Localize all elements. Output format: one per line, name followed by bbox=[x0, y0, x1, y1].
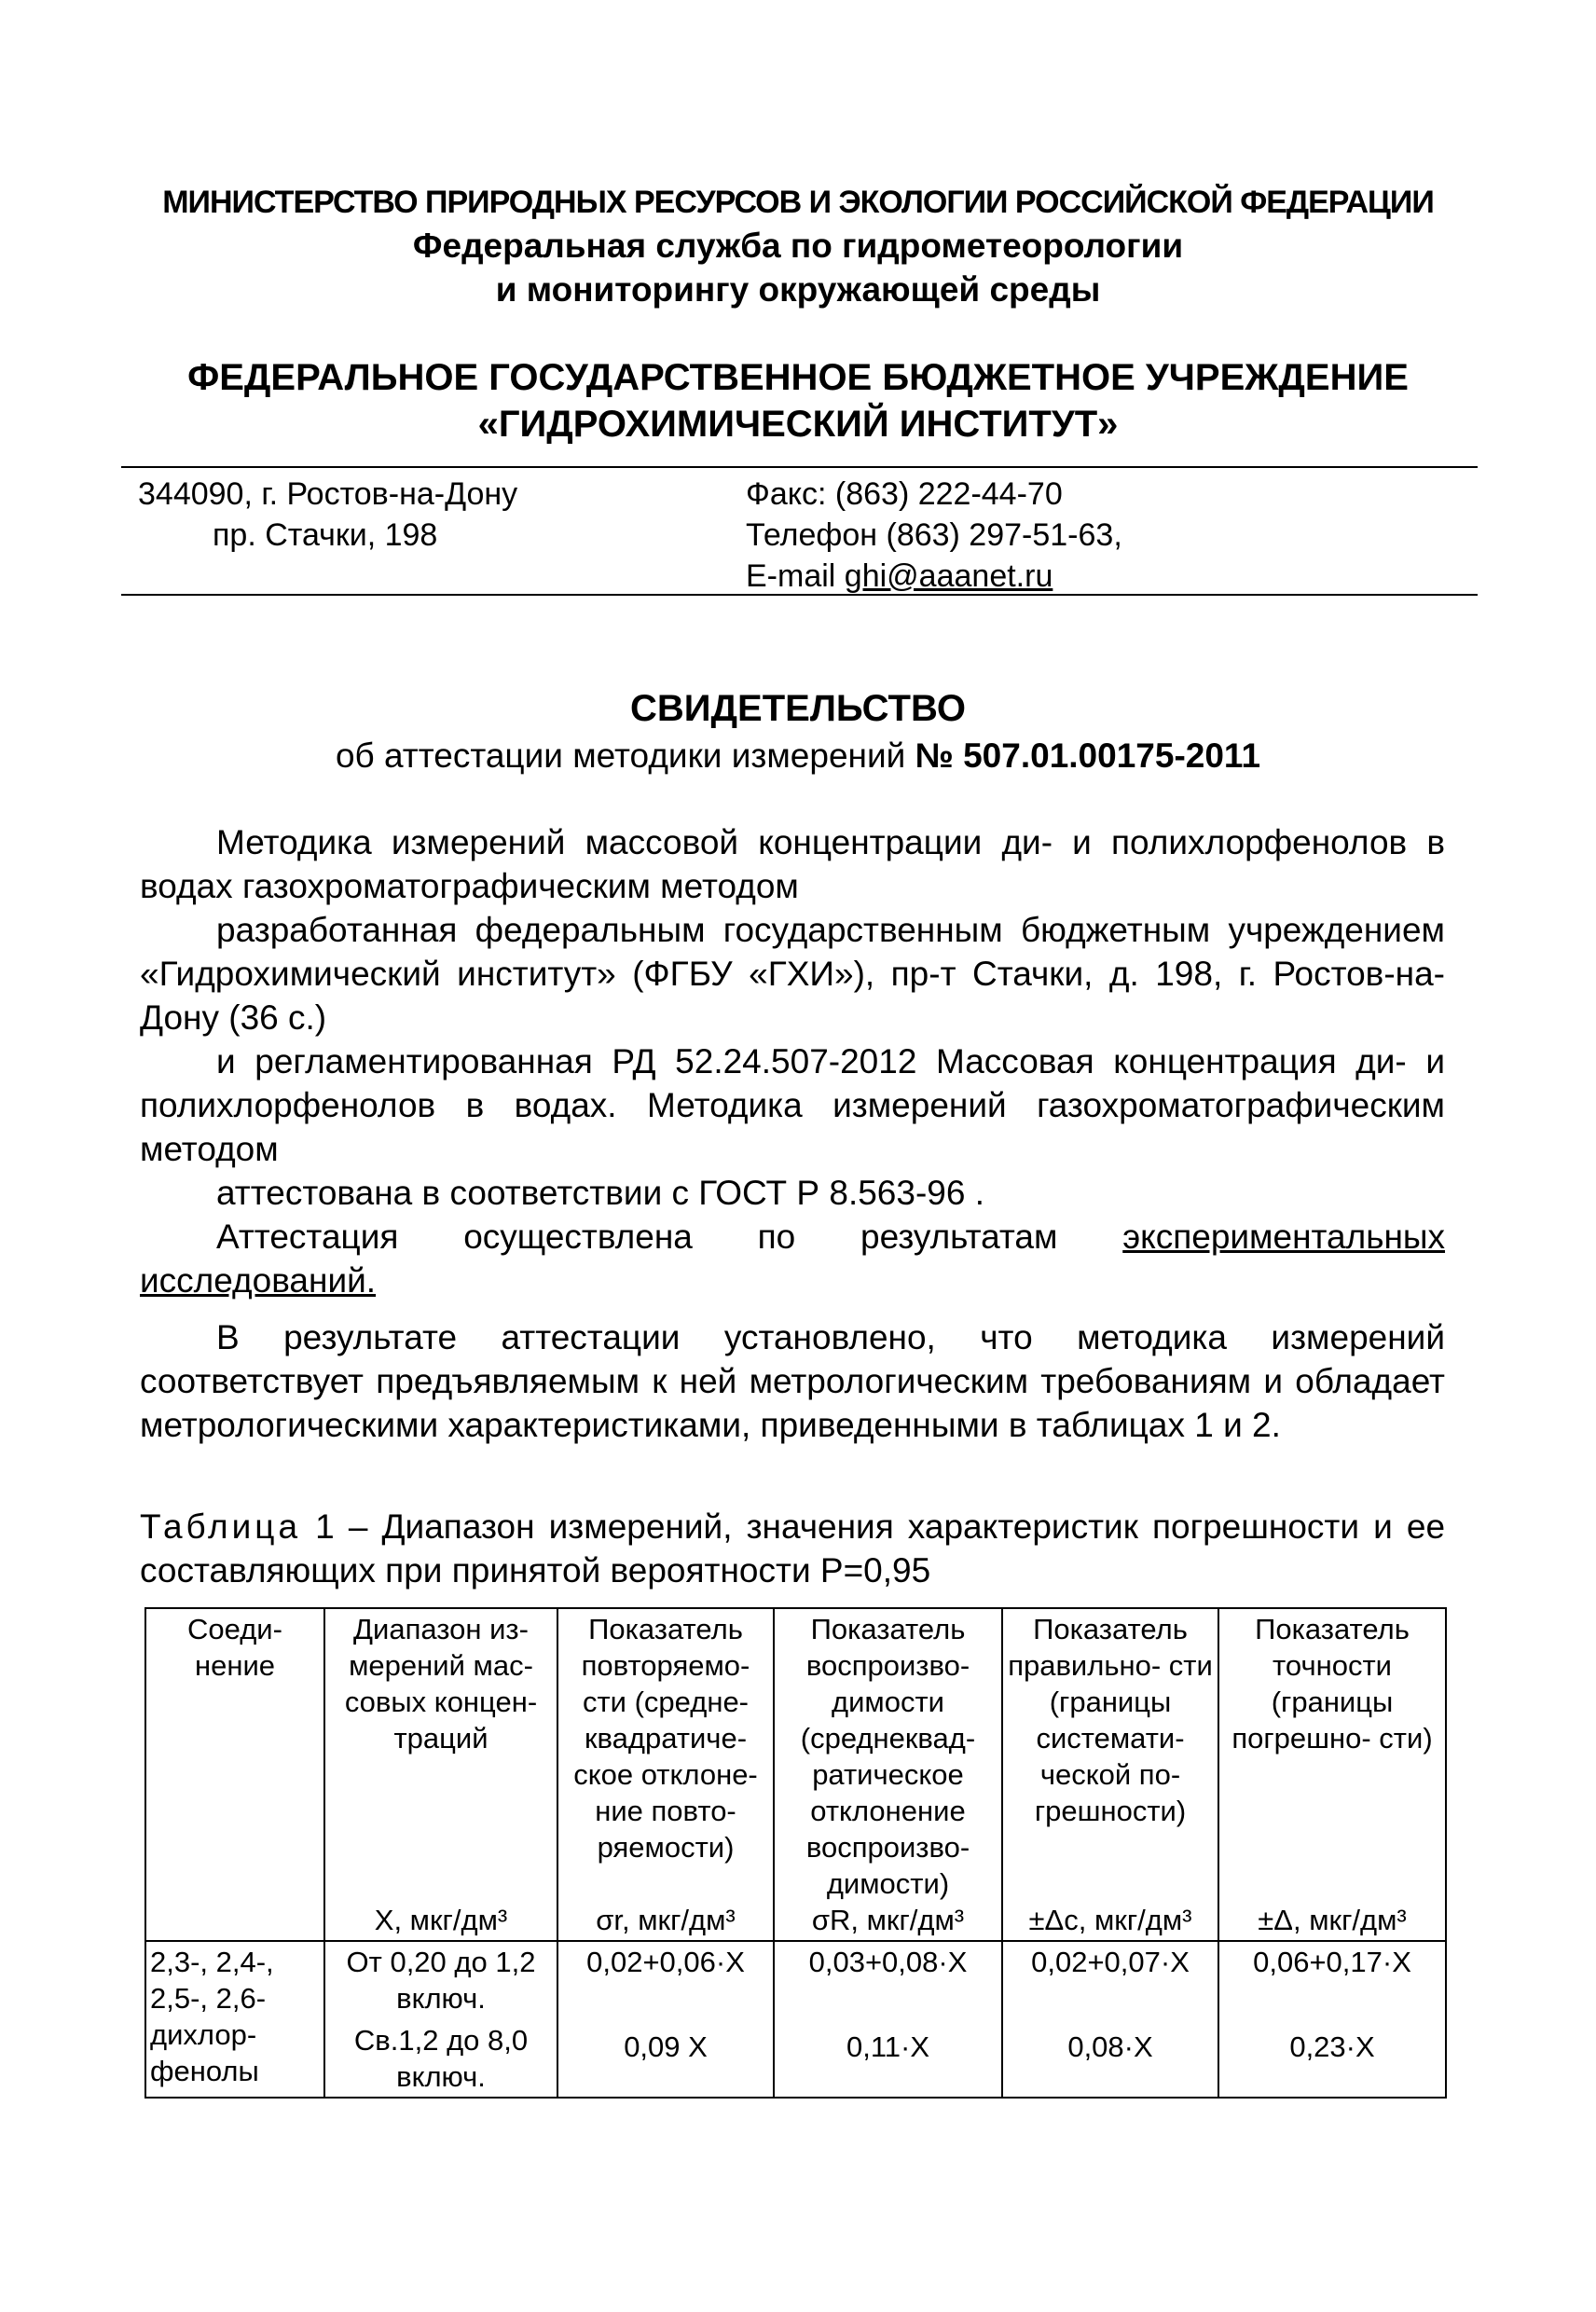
certificate-title: СВИДЕТЕЛЬСТВО bbox=[630, 688, 966, 729]
basis-underlined: экспериментальных исследований. bbox=[140, 1218, 1446, 1300]
cell-compound: 2,3-, 2,4-, 2,5-, 2,6- дихлор- фенолы bbox=[145, 1941, 324, 2098]
unit-reproducibility: σR, мкг/дм³ bbox=[811, 1904, 965, 1936]
header-divider-bottom bbox=[121, 594, 1478, 596]
certificate-subtitle-prefix: об аттестации методики измерений bbox=[335, 736, 906, 775]
table-caption-number: 1 bbox=[315, 1507, 335, 1546]
email-label: E-mail bbox=[746, 558, 836, 594]
service-line-1: Федеральная служба по гидрометеорологии bbox=[412, 227, 1184, 265]
header-repeatability: Показатель повторяемо- сти (средне- квадратиче- ское отклоне- ние повто- ряемости) σr, мкг/дм³ bbox=[557, 1608, 774, 1941]
address-line-2: пр. Стачки, 198 bbox=[213, 517, 438, 553]
header-range: Диапазон из- мерений мас- совых концен- траций X, мкг/дм³ bbox=[324, 1608, 557, 1941]
header-divider-top bbox=[121, 466, 1478, 468]
cell-range: От 0,20 до 1,2 включ. Св.1,2 до 8,0 включ. bbox=[324, 1941, 557, 2098]
paragraph-gap bbox=[140, 1302, 1445, 1315]
phone-number: Телефон (863) 297-51-63, bbox=[746, 517, 1122, 553]
postal-address bbox=[138, 474, 517, 556]
header-compound: Соеди- нение bbox=[145, 1608, 324, 1941]
body-paragraph-regulation: и регламентированная РД 52.24.507-2012 Массовая концентрация ди- и полихлорфенолов в водах. Методика измерений газохроматографическим методом bbox=[140, 1042, 1445, 1168]
metrology-table bbox=[144, 1607, 1447, 2099]
table-row bbox=[145, 1941, 1446, 2098]
certificate-number: № 507.01.00175-2011 bbox=[915, 736, 1261, 775]
body-paragraph-result: В результате аттестации установлено, что методика измерений соответствует предъявляемым к ней метрологическим требованиям и обладает метрологическими характеристиками, приведенными в таблицах 1 и 2. bbox=[140, 1318, 1445, 1444]
unit-accuracy: ±Δ, мкг/дм³ bbox=[1258, 1904, 1407, 1936]
body-paragraph-method: Методика измерений массовой концентрации ди- и полихлорфенолов в водах газохроматографическим методом bbox=[140, 823, 1445, 905]
certificate-body bbox=[140, 820, 1445, 1447]
cell-trueness: 0,02+0,07·X 0,08·X bbox=[1002, 1941, 1218, 2098]
body-paragraph-basis bbox=[140, 1215, 1445, 1302]
unit-range: X, мкг/дм³ bbox=[374, 1904, 508, 1936]
cell-accuracy: 0,06+0,17·X 0,23·X bbox=[1218, 1941, 1446, 2098]
cell-reproducibility: 0,03+0,08·X 0,11·X bbox=[774, 1941, 1002, 2098]
service-line-2: и мониторингу окружающей среды bbox=[495, 270, 1101, 309]
unit-repeatability: σr, мкг/дм³ bbox=[596, 1904, 736, 1936]
table-caption-word: Таблица bbox=[140, 1507, 302, 1546]
institution-line-1: ФЕДЕРАЛЬНОЕ ГОСУДАРСТВЕННОЕ БЮДЖЕТНОЕ УЧРЕЖДЕНИЕ bbox=[187, 357, 1409, 398]
table-header-row bbox=[145, 1608, 1446, 1941]
ministry-heading: МИНИСТЕРСТВО ПРИРОДНЫХ РЕСУРСОВ И ЭКОЛОГИИ РОССИЙСКОЙ ФЕДЕРАЦИИ bbox=[162, 185, 1434, 220]
table-1-caption bbox=[140, 1505, 1445, 1592]
contact-details bbox=[746, 474, 1122, 597]
email-line bbox=[746, 556, 1122, 597]
unit-trueness: ±Δc, мкг/дм³ bbox=[1028, 1904, 1192, 1936]
body-paragraph-attested: аттестована в соответствии с ГОСТ Р 8.563-96 . bbox=[216, 1174, 984, 1212]
institution-line-2: «ГИДРОХИМИЧЕСКИЙ ИНСТИТУТ» bbox=[477, 404, 1119, 445]
header-trueness: Показатель правильно- сти (границы системати- ческой по- грешности) ±Δc, мкг/дм³ bbox=[1002, 1608, 1218, 1941]
fax-number: Факс: (863) 222-44-70 bbox=[746, 476, 1063, 512]
cell-repeatability: 0,02+0,06·X 0,09 X bbox=[557, 1941, 774, 2098]
body-paragraph-developer: разработанная федеральным государственным бюджетным учреждением «Гидрохимический институт» (ФГБУ «ГХИ»), пр-т Стачки, д. 198, г. Ростов-на-Дону (36 с.) bbox=[140, 911, 1445, 1037]
email-link[interactable]: ghi@aaanet.ru bbox=[844, 558, 1053, 594]
certificate-subtitle bbox=[0, 736, 1596, 776]
institution-heading bbox=[0, 354, 1596, 447]
address-line-1: 344090, г. Ростов-на-Дону bbox=[138, 476, 518, 512]
header-accuracy: Показатель точности (границы погрешно- сти) ±Δ, мкг/дм³ bbox=[1218, 1608, 1446, 1941]
header-reproducibility: Показатель воспроизво- димости (среднеквад- ратическое отклонение воспроизво- димости) σR, мкг/дм³ bbox=[774, 1608, 1002, 1941]
basis-text: Аттестация осуществлена по результатам bbox=[216, 1218, 1058, 1256]
service-heading bbox=[0, 224, 1596, 311]
table-caption-text: – Диапазон измерений, значения характеристик погрешности и ее составляющих при принятой вероятности Р=0,95 bbox=[140, 1507, 1446, 1590]
